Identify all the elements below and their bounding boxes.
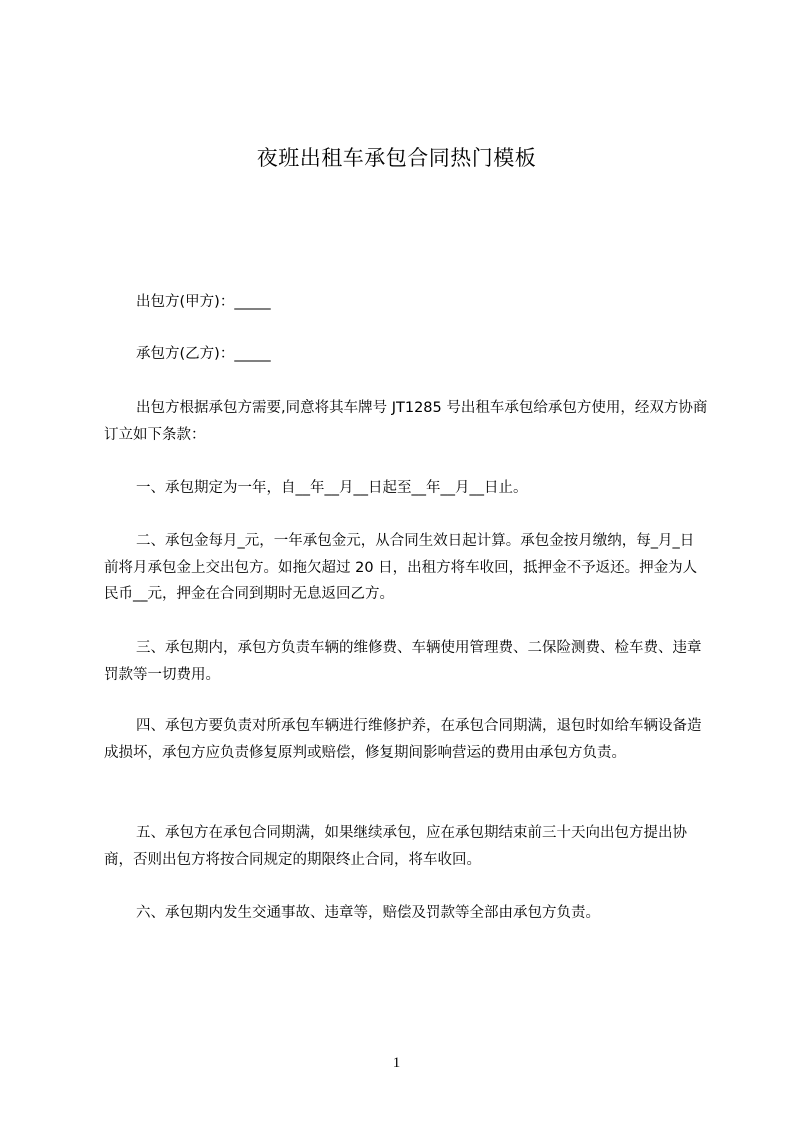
party-a-text: 出包方(甲方)：_____ [136, 294, 271, 310]
clause-1-text: 一、承包期定为一年，自__年__月__日起至__年__月__日止。 [136, 480, 528, 496]
clause-2-paragraph [104, 528, 708, 608]
party-a-line [104, 289, 708, 316]
party-b-text: 承包方(乙方)：_____ [136, 346, 271, 362]
clause-4-text: 四、承包方要负责对所承包车辆进行维修护养，在承包合同期满，退包时如给车辆设备造成损坏，承包方应负责修复原判或赔偿，修复期间影响营运的费用由承包方负责。 [104, 718, 702, 761]
clause-2-text: 二、承包金每月_元，一年承包金元，从合同生效日起计算。承包金按月缴纳，每_月_日前将月承包金上交出包方。如拖欠超过 20 日，出租方将车收回，抵押金不予返还。押金为人民币__元，押金在合同到期时无息返回乙方。 [104, 533, 698, 602]
clause-1-paragraph [104, 475, 708, 502]
page-number: 1 [392, 1055, 401, 1071]
clause-3-paragraph [104, 635, 708, 688]
clause-5-paragraph [104, 820, 708, 873]
clause-6-text: 六、承包期内发生交通事故、违章等，赔偿及罚款等全部由承包方负责。 [136, 905, 600, 921]
intro-text: 出包方根据承包方需要,同意将其车牌号 JT1285 号出租车承包给承包方使用，经双方协商订立如下条款： [104, 400, 708, 443]
party-b-line [104, 341, 708, 368]
clause-6-paragraph [104, 900, 708, 927]
clause-5-text: 五、承包方在承包合同期满，如果继续承包，应在承包期结束前三十天向出包方提出协商，否则出包方将按合同规定的期限终止合同，将车收回。 [104, 825, 687, 868]
intro-paragraph [104, 395, 708, 448]
clause-4-paragraph [104, 713, 708, 766]
document-title: 夜班出租车承包合同热门模板 [256, 146, 537, 170]
clause-3-text: 三、承包期内，承包方负责车辆的维修费、车辆使用管理费、二保险测费、检车费、违章罚款等一切费用。 [104, 640, 702, 683]
